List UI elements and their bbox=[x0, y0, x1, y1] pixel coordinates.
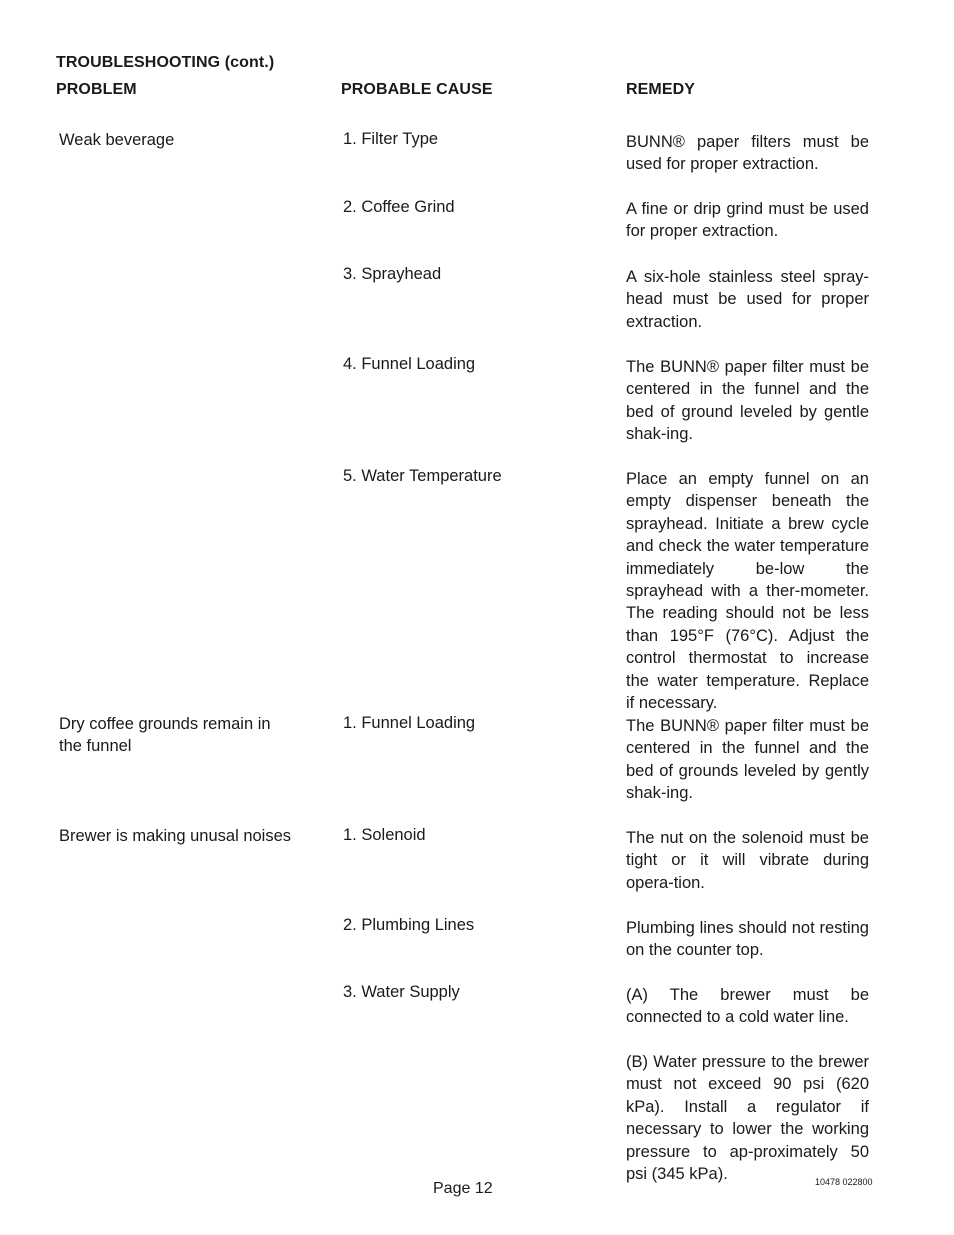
cause-funnel-loading-dry: 1. Funnel Loading bbox=[343, 714, 476, 732]
remedy-coffee-grind: A fine or drip grind must be used for proper extraction. bbox=[626, 200, 869, 241]
remedy-water-supply-b: (B) Water pressure to the brewer must not exceed 90 psi (620 kPa). Install a regulator if necessary to lower the working pressure to ap-proximately 50 psi (345 kPa). bbox=[626, 1053, 869, 1184]
remedy-funnel-loading: The BUNN® paper filter must be centered in the funnel and the bed of ground leveled by gentle shak-ing. bbox=[626, 358, 869, 444]
header-probable-cause: PROBABLE CAUSE bbox=[341, 81, 493, 98]
header-remedy: REMEDY bbox=[626, 81, 696, 98]
header-problem: PROBLEM bbox=[56, 81, 137, 98]
remedy-plumbing-lines: Plumbing lines should not resting on the counter top. bbox=[626, 919, 869, 960]
page-number: Page 12 bbox=[433, 1180, 493, 1197]
section-title: TROUBLESHOOTING (cont.) bbox=[56, 54, 275, 71]
cause-plumbing-lines: 2. Plumbing Lines bbox=[343, 916, 475, 934]
cause-funnel-loading: 4. Funnel Loading bbox=[343, 355, 476, 373]
cause-filter-type: 1. Filter Type bbox=[343, 130, 439, 148]
problem-dry-grounds: Dry coffee grounds remain in the funnel bbox=[59, 715, 271, 756]
remedy-filter-type: BUNN® paper filters must be used for proper extraction. bbox=[626, 133, 869, 174]
document-code: 10478 022800 bbox=[815, 1177, 873, 1187]
remedy-solenoid: The nut on the solenoid must be tight or it will vibrate during opera-tion. bbox=[626, 829, 869, 892]
remedy-funnel-loading-dry: The BUNN® paper filter must be centered in the funnel and the bed of grounds leveled by gently shak-ing. bbox=[626, 717, 869, 803]
cause-water-supply: 3. Water Supply bbox=[343, 983, 460, 1001]
remedy-sprayhead: A six-hole stainless steel spray-head must be used for proper extraction. bbox=[626, 268, 869, 331]
problem-unusual-noises: Brewer is making unusal noises bbox=[59, 827, 292, 845]
cause-water-temperature: 5. Water Temperature bbox=[343, 467, 502, 485]
problem-weak-beverage: Weak beverage bbox=[59, 131, 175, 149]
cause-sprayhead: 3. Sprayhead bbox=[343, 265, 442, 283]
remedy-water-supply-a: (A) The brewer must be connected to a cold water line. bbox=[626, 986, 869, 1027]
cause-solenoid: 1. Solenoid bbox=[343, 826, 426, 844]
cause-coffee-grind: 2. Coffee Grind bbox=[343, 198, 455, 216]
remedy-water-temperature: Place an empty funnel on an empty dispenser beneath the sprayhead. Initiate a brew cycle and check the water temperature immediately be-low the sprayhead with a ther-mometer. The reading should not be less than 195°F (76°C). Adjust the control thermostat to increase the water temperature. Replace if necessary. bbox=[626, 470, 869, 713]
